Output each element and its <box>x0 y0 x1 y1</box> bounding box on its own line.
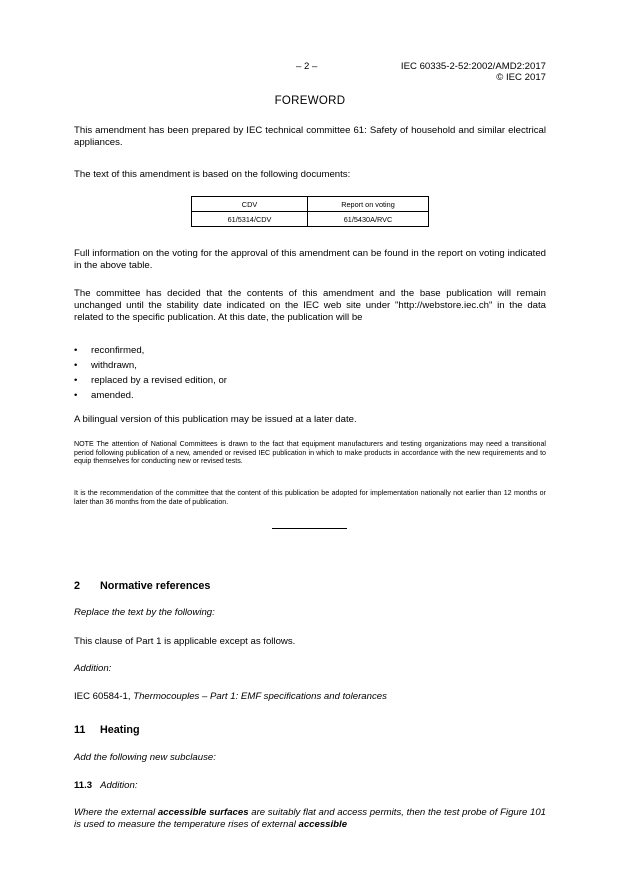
foreword-paragraph-5: A bilingual version of this publication may be issued at a later date. <box>74 414 357 425</box>
table-cell: 61/5430A/RVC <box>308 212 429 227</box>
defined-term: accessible surfaces <box>157 807 249 818</box>
section-2-instruction: Replace the text by the following: <box>74 607 215 618</box>
subclause-11-3-text: Where the external accessible surfaces are suitably flat and access permits, then the test probe of Figure 101 is used to measure the temperature rises of external accessible <box>74 807 546 830</box>
section-divider <box>272 528 347 529</box>
section-2-body: This clause of Part 1 is applicable except as follows. <box>74 636 296 647</box>
section-11-instruction: Add the following new subclause: <box>74 752 216 763</box>
foreword-title: FOREWORD <box>274 95 346 107</box>
list-item: • reconfirmed, <box>74 345 145 356</box>
table-row <box>192 212 429 227</box>
subclause-label: Addition: <box>100 780 138 791</box>
document-id: IEC 60335-2-52:2002/AMD2:2017 <box>400 61 546 72</box>
addition-label: Addition: <box>74 663 112 674</box>
table-header-cell: Report on voting <box>308 197 429 212</box>
list-item: • withdrawn, <box>74 360 137 371</box>
page-number: – 2 – <box>296 61 318 72</box>
voting-documents-table <box>191 196 429 227</box>
foreword-paragraph-3: Full information on the voting for the approval of this amendment can be found in the report on voting indicated in the above table. <box>74 248 546 271</box>
section-2-heading <box>74 580 210 592</box>
table-header-cell: CDV <box>192 197 308 212</box>
bullet-icon: • <box>74 345 78 356</box>
reference-title: Thermocouples – Part 1: EMF specifications and tolerances <box>133 691 387 702</box>
foreword-paragraph-1: This amendment has been prepared by IEC technical committee 61: Safety of household and similar electrical appliances. <box>74 125 546 148</box>
section-number: 2 <box>74 580 81 592</box>
foreword-paragraph-4: The committee has decided that the contents of this amendment and the base publication will remain unchanged until the stability date indicated on the IEC web site under "http://webstore.iec.ch" in the data related to the specific publication. At this date, the publication will be <box>74 288 546 323</box>
section-11-heading <box>74 724 140 736</box>
bullet-icon: • <box>74 375 78 386</box>
list-item: • replaced by a revised edition, or <box>74 375 227 386</box>
foreword-paragraph-2: The text of this amendment is based on the following documents: <box>74 169 351 180</box>
subclause-number: 11.3 <box>74 780 93 791</box>
bullet-icon: • <box>74 360 78 371</box>
section-title: Normative references <box>100 580 211 592</box>
list-item: • amended. <box>74 390 134 401</box>
recommendation-paragraph: It is the recommendation of the committee that the content of this publication be adopted for implementation nationally not earlier than 12 months or later than 36 months from the date of publication. <box>74 489 546 506</box>
defined-term: accessible <box>298 819 348 830</box>
subclause-11-3-heading <box>74 780 546 792</box>
reference-id: IEC 60584-1, <box>74 691 131 702</box>
section-title: Heating <box>100 724 140 736</box>
table-header-row <box>192 197 429 212</box>
note-paragraph: NOTE The attention of National Committees is drawn to the fact that equipment manufacturers and testing organizations may need a transitional period following publication of a new, amended or revised IEC publication in which to make products in accordance with the new requirements and to equip themselves for conducting new or revised tests. <box>74 440 546 465</box>
normative-reference <box>74 691 546 703</box>
bullet-icon: • <box>74 390 78 401</box>
publication-status-list <box>74 345 227 405</box>
copyright: © IEC 2017 <box>496 72 546 83</box>
table-cell: 61/5314/CDV <box>192 212 308 227</box>
section-number: 11 <box>74 724 86 736</box>
